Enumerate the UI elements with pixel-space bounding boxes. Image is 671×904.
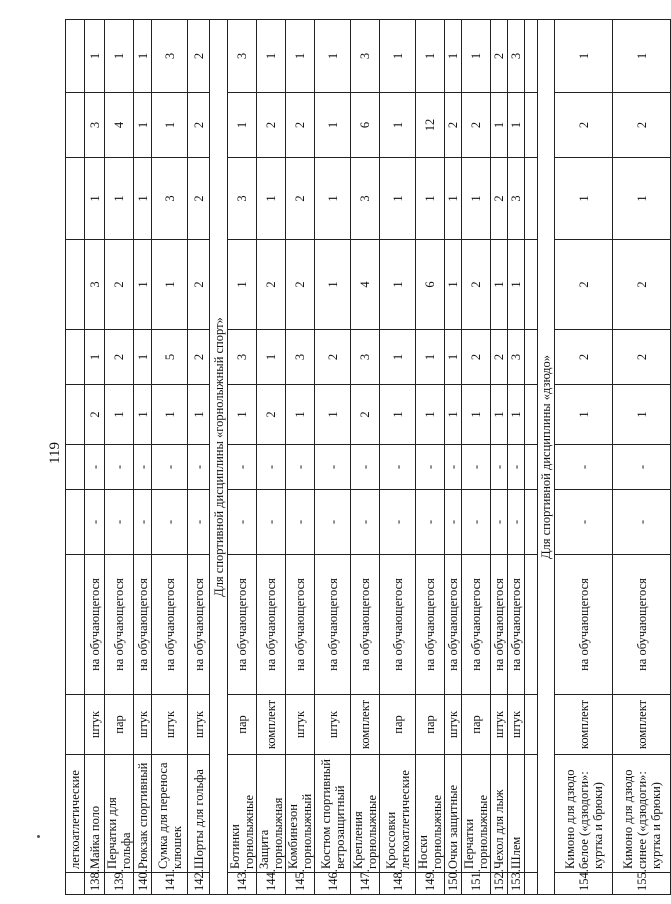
quantity-cell: -	[85, 490, 105, 555]
section-heading: Для спортивной дисциплины «горнолыжный спорт»	[210, 20, 228, 895]
quantity-cell: 2	[491, 330, 508, 385]
quantity-cell: -	[508, 490, 525, 555]
quantity-cell: -	[613, 445, 671, 490]
unit-of-measure: комплект	[613, 695, 671, 755]
quantity-cell: 1	[416, 385, 445, 445]
quantity-cell: 1	[228, 240, 257, 330]
quantity-cell: 2	[105, 330, 134, 385]
quantity-cell: 2	[445, 93, 462, 158]
quantity-cell: -	[462, 490, 491, 555]
quantity-cell: 3	[508, 330, 525, 385]
quantity-cell: 6	[416, 240, 445, 330]
quantity-cell: 1	[257, 158, 286, 240]
quantity-cell: -	[351, 490, 380, 555]
row-number: 139.	[105, 873, 134, 895]
quantity-cell: -	[491, 490, 508, 555]
quantity-cell: 12	[416, 93, 445, 158]
quantity-cell: -	[555, 445, 613, 490]
quantity-cell: 1	[416, 158, 445, 240]
quantity-cell: 1	[188, 385, 210, 445]
quantity-cell: 2	[257, 93, 286, 158]
quantity-cell: 1	[508, 240, 525, 330]
quantity-cell: 1	[257, 20, 286, 93]
quantity-cell: 1	[105, 158, 134, 240]
quantity-cell: 2	[462, 240, 491, 330]
quantity-cell: -	[286, 445, 315, 490]
calculation-basis: на обучающегося	[188, 555, 210, 695]
quantity-cell: 2	[462, 330, 491, 385]
calculation-basis: на обучающегося	[228, 555, 257, 695]
quantity-cell: 1	[315, 240, 351, 330]
item-name: Шлем	[508, 755, 525, 873]
item-name: Рюкзак спортивный	[134, 755, 152, 873]
calculation-basis: на обучающегося	[286, 555, 315, 695]
calculation-basis: на обучающегося	[152, 555, 188, 695]
quantity-cell: 1	[134, 240, 152, 330]
unit-of-measure: штук	[286, 695, 315, 755]
quantity-cell: 1	[508, 93, 525, 158]
unit-of-measure: пар	[462, 695, 491, 755]
quantity-cell: 1	[445, 20, 462, 93]
unit-of-measure: штук	[508, 695, 525, 755]
calculation-basis: на обучающегося	[613, 555, 671, 695]
quantity-cell: 3	[228, 158, 257, 240]
quantity-cell: 2	[555, 93, 613, 158]
table-row	[351, 20, 380, 895]
quantity-cell: 1	[462, 20, 491, 93]
quantity-cell: 1	[315, 158, 351, 240]
quantity-cell: 1	[445, 158, 462, 240]
table-row	[462, 20, 491, 895]
quantity-cell: 1	[555, 385, 613, 445]
quantity-cell: 6	[351, 93, 380, 158]
quantity-cell: 1	[380, 93, 416, 158]
quantity-cell: -	[85, 445, 105, 490]
quantity-cell: -	[380, 490, 416, 555]
quantity-cell: 3	[228, 20, 257, 93]
calculation-basis: на обучающегося	[315, 555, 351, 695]
quantity-cell: 2	[188, 240, 210, 330]
table-body	[66, 20, 671, 895]
quantity-cell: 1	[380, 330, 416, 385]
quantity-cell: 2	[613, 93, 671, 158]
table-row	[508, 20, 525, 895]
item-name: Костюм спортивный ветрозащитный	[315, 755, 351, 873]
quantity-cell: 1	[152, 93, 188, 158]
quantity-cell: 1	[105, 20, 134, 93]
row-number: 144.	[257, 873, 286, 895]
quantity-cell: 3	[85, 240, 105, 330]
item-name: Чехол для лыж	[491, 755, 508, 873]
section-heading-row	[210, 20, 228, 895]
calculation-basis: на обучающегося	[462, 555, 491, 695]
quantity-cell: -	[491, 445, 508, 490]
quantity-cell: -	[462, 445, 491, 490]
quantity-cell: 2	[351, 385, 380, 445]
table-row	[380, 20, 416, 895]
item-name: Перчатки для гольфа	[105, 755, 134, 873]
quantity-cell: 1	[462, 158, 491, 240]
calculation-basis: на обучающегося	[105, 555, 134, 695]
quantity-cell: 2	[188, 93, 210, 158]
row-number: 142.	[188, 873, 210, 895]
item-name: Ботинки горнолыжные	[228, 755, 257, 873]
unit-of-measure: комплект	[257, 695, 286, 755]
quantity-cell: 3	[351, 330, 380, 385]
quantity-cell: 1	[491, 240, 508, 330]
calculation-basis: на обучающегося	[257, 555, 286, 695]
row-number: 143.	[228, 873, 257, 895]
quantity-cell: 2	[613, 240, 671, 330]
table-spacer-row	[525, 20, 538, 895]
calculation-basis: на обучающегося	[508, 555, 525, 695]
quantity-cell: 4	[351, 240, 380, 330]
quantity-cell: 1	[445, 330, 462, 385]
item-name: Сумка для переноса клюшек	[152, 755, 188, 873]
table-row	[555, 20, 613, 895]
quantity-cell: 2	[315, 330, 351, 385]
quantity-cell: 1	[380, 20, 416, 93]
unit-of-measure: комплект	[351, 695, 380, 755]
quantity-cell: -	[315, 490, 351, 555]
quantity-cell: 2	[188, 330, 210, 385]
section-heading: Для спортивной дисциплины «дзюдо»	[538, 20, 555, 895]
unit-of-measure: пар	[416, 695, 445, 755]
unit-of-measure: штук	[85, 695, 105, 755]
quantity-cell: -	[508, 445, 525, 490]
quantity-cell: -	[105, 445, 134, 490]
unit-of-measure: штук	[134, 695, 152, 755]
quantity-cell: 1	[286, 20, 315, 93]
quantity-cell: 1	[613, 385, 671, 445]
calculation-basis: на обучающегося	[416, 555, 445, 695]
quantity-cell: -	[315, 445, 351, 490]
quantity-cell: 1	[445, 385, 462, 445]
quantity-cell: 1	[85, 20, 105, 93]
item-name: Крепления горнолыжные	[351, 755, 380, 873]
quantity-cell: -	[228, 445, 257, 490]
section-heading-row	[538, 20, 555, 895]
quantity-cell: 1	[134, 385, 152, 445]
quantity-cell: 1	[380, 385, 416, 445]
row-number: 146.	[315, 873, 351, 895]
quantity-cell: 2	[555, 330, 613, 385]
quantity-cell: 1	[152, 240, 188, 330]
quantity-cell: 1	[134, 330, 152, 385]
quantity-cell: 2	[286, 158, 315, 240]
item-name: Кроссовки легкоатлетические	[380, 755, 416, 873]
quantity-cell: -	[416, 490, 445, 555]
quantity-cell: 2	[85, 385, 105, 445]
calculation-basis: на обучающегося	[445, 555, 462, 695]
quantity-cell: 3	[228, 330, 257, 385]
quantity-cell: -	[228, 490, 257, 555]
quantity-cell: 1	[491, 385, 508, 445]
table-row	[416, 20, 445, 895]
row-number: 152.	[491, 873, 508, 895]
quantity-cell: 1	[613, 20, 671, 93]
quantity-cell: 1	[228, 385, 257, 445]
calculation-basis: на обучающегося	[134, 555, 152, 695]
quantity-cell: 5	[152, 330, 188, 385]
quantity-cell: 3	[152, 20, 188, 93]
rotated-table-container	[65, 20, 663, 895]
table-row	[85, 20, 105, 895]
item-name: Перчатки горнолыжные	[462, 755, 491, 873]
quantity-cell: 1	[416, 330, 445, 385]
quantity-cell: 2	[462, 93, 491, 158]
unit-of-measure: пар	[105, 695, 134, 755]
quantity-cell: 1	[134, 158, 152, 240]
row-number: 154.	[555, 873, 613, 895]
row-number: 149.	[416, 873, 445, 895]
quantity-cell: -	[105, 490, 134, 555]
quantity-cell: 1	[462, 385, 491, 445]
quantity-cell: 1	[555, 20, 613, 93]
quantity-cell: 1	[613, 158, 671, 240]
quantity-cell: 2	[491, 20, 508, 93]
calculation-basis: на обучающегося	[380, 555, 416, 695]
quantity-cell: 2	[286, 93, 315, 158]
quantity-cell: 1	[491, 93, 508, 158]
scan-speck	[37, 835, 40, 838]
quantity-cell: -	[380, 445, 416, 490]
quantity-cell: 1	[134, 20, 152, 93]
quantity-cell: -	[152, 490, 188, 555]
quantity-cell: -	[351, 445, 380, 490]
table-row	[286, 20, 315, 895]
quantity-cell: 3	[508, 158, 525, 240]
table-row	[257, 20, 286, 895]
quantity-cell: 3	[152, 158, 188, 240]
quantity-cell: 2	[555, 240, 613, 330]
calculation-basis: на обучающегося	[555, 555, 613, 695]
table-row	[152, 20, 188, 895]
quantity-cell: -	[188, 445, 210, 490]
row-number: 145.	[286, 873, 315, 895]
quantity-cell: 1	[315, 93, 351, 158]
quantity-cell: -	[257, 445, 286, 490]
calculation-basis: на обучающегося	[85, 555, 105, 695]
row-number: 155.	[613, 873, 671, 895]
quantity-cell: -	[257, 490, 286, 555]
quantity-cell: -	[188, 490, 210, 555]
row-number: 151.	[462, 873, 491, 895]
quantity-cell: 3	[351, 158, 380, 240]
quantity-cell: 2	[105, 240, 134, 330]
quantity-cell: 1	[286, 385, 315, 445]
unit-of-measure: пар	[228, 695, 257, 755]
quantity-cell: 1	[85, 330, 105, 385]
row-number: 148.	[380, 873, 416, 895]
table-row	[188, 20, 210, 895]
unit-of-measure: штук	[188, 695, 210, 755]
quantity-cell: 2	[613, 330, 671, 385]
quantity-cell: 1	[134, 93, 152, 158]
row-number: 147.	[351, 873, 380, 895]
quantity-cell: 2	[188, 20, 210, 93]
item-name: Кимоно для дзюдо белое («дзюдоги»: куртка и брюки)	[555, 755, 613, 873]
unit-of-measure: штук	[315, 695, 351, 755]
calculation-basis: на обучающегося	[351, 555, 380, 695]
item-name: Очки защитные	[445, 755, 462, 873]
quantity-cell: -	[445, 445, 462, 490]
row-number: 150.	[445, 873, 462, 895]
quantity-cell: -	[286, 490, 315, 555]
table-row	[445, 20, 462, 895]
quantity-cell: -	[445, 490, 462, 555]
quantity-cell: 1	[315, 385, 351, 445]
quantity-cell: 2	[188, 158, 210, 240]
item-name: Комбинезон горнолыжный	[286, 755, 315, 873]
quantity-cell: 1	[380, 158, 416, 240]
quantity-cell: 3	[351, 20, 380, 93]
quantity-cell: 1	[416, 20, 445, 93]
item-name: Защита горнолыжная	[257, 755, 286, 873]
quantity-cell: 1	[152, 385, 188, 445]
quantity-cell: -	[134, 445, 152, 490]
quantity-cell: 3	[85, 93, 105, 158]
table-row	[134, 20, 152, 895]
carry-over-text: легкоатлетические	[66, 755, 85, 873]
row-number: 138.	[85, 873, 105, 895]
unit-of-measure: штук	[445, 695, 462, 755]
quantity-cell: 3	[286, 330, 315, 385]
quantity-cell: 1	[228, 93, 257, 158]
page-number: 119	[47, 442, 63, 464]
quantity-cell: -	[416, 445, 445, 490]
table-row	[491, 20, 508, 895]
table-row	[315, 20, 351, 895]
table-row-carry-over	[66, 20, 85, 895]
quantity-cell: 3	[508, 20, 525, 93]
item-name: Носки горнолыжные	[416, 755, 445, 873]
row-number: 153.	[508, 873, 525, 895]
quantity-cell: 1	[555, 158, 613, 240]
unit-of-measure: штук	[491, 695, 508, 755]
quantity-cell: 1	[85, 158, 105, 240]
quantity-cell: -	[555, 490, 613, 555]
table-row	[105, 20, 134, 895]
unit-of-measure: штук	[152, 695, 188, 755]
calculation-basis: на обучающегося	[491, 555, 508, 695]
item-name: Кимоно для дзюдо синее («дзюдоги»: куртка и брюки)	[613, 755, 671, 873]
item-name: Шорты для гольфа	[188, 755, 210, 873]
quantity-cell: 2	[257, 385, 286, 445]
quantity-cell: 1	[508, 385, 525, 445]
quantity-cell: 2	[286, 240, 315, 330]
quantity-cell: 2	[257, 240, 286, 330]
quantity-cell: -	[613, 490, 671, 555]
table-row	[613, 20, 671, 895]
table-row	[228, 20, 257, 895]
quantity-cell: -	[134, 490, 152, 555]
quantity-cell: -	[152, 445, 188, 490]
quantity-cell: 1	[257, 330, 286, 385]
quantity-cell: 1	[445, 240, 462, 330]
row-number: 141.	[152, 873, 188, 895]
equipment-table	[65, 19, 671, 895]
row-number: 140.	[134, 873, 152, 895]
quantity-cell: 4	[105, 93, 134, 158]
quantity-cell: 1	[380, 240, 416, 330]
quantity-cell: 1	[105, 385, 134, 445]
quantity-cell: 1	[315, 20, 351, 93]
unit-of-measure: комплект	[555, 695, 613, 755]
item-name: Майка поло	[85, 755, 105, 873]
quantity-cell: 2	[491, 158, 508, 240]
unit-of-measure: пар	[380, 695, 416, 755]
